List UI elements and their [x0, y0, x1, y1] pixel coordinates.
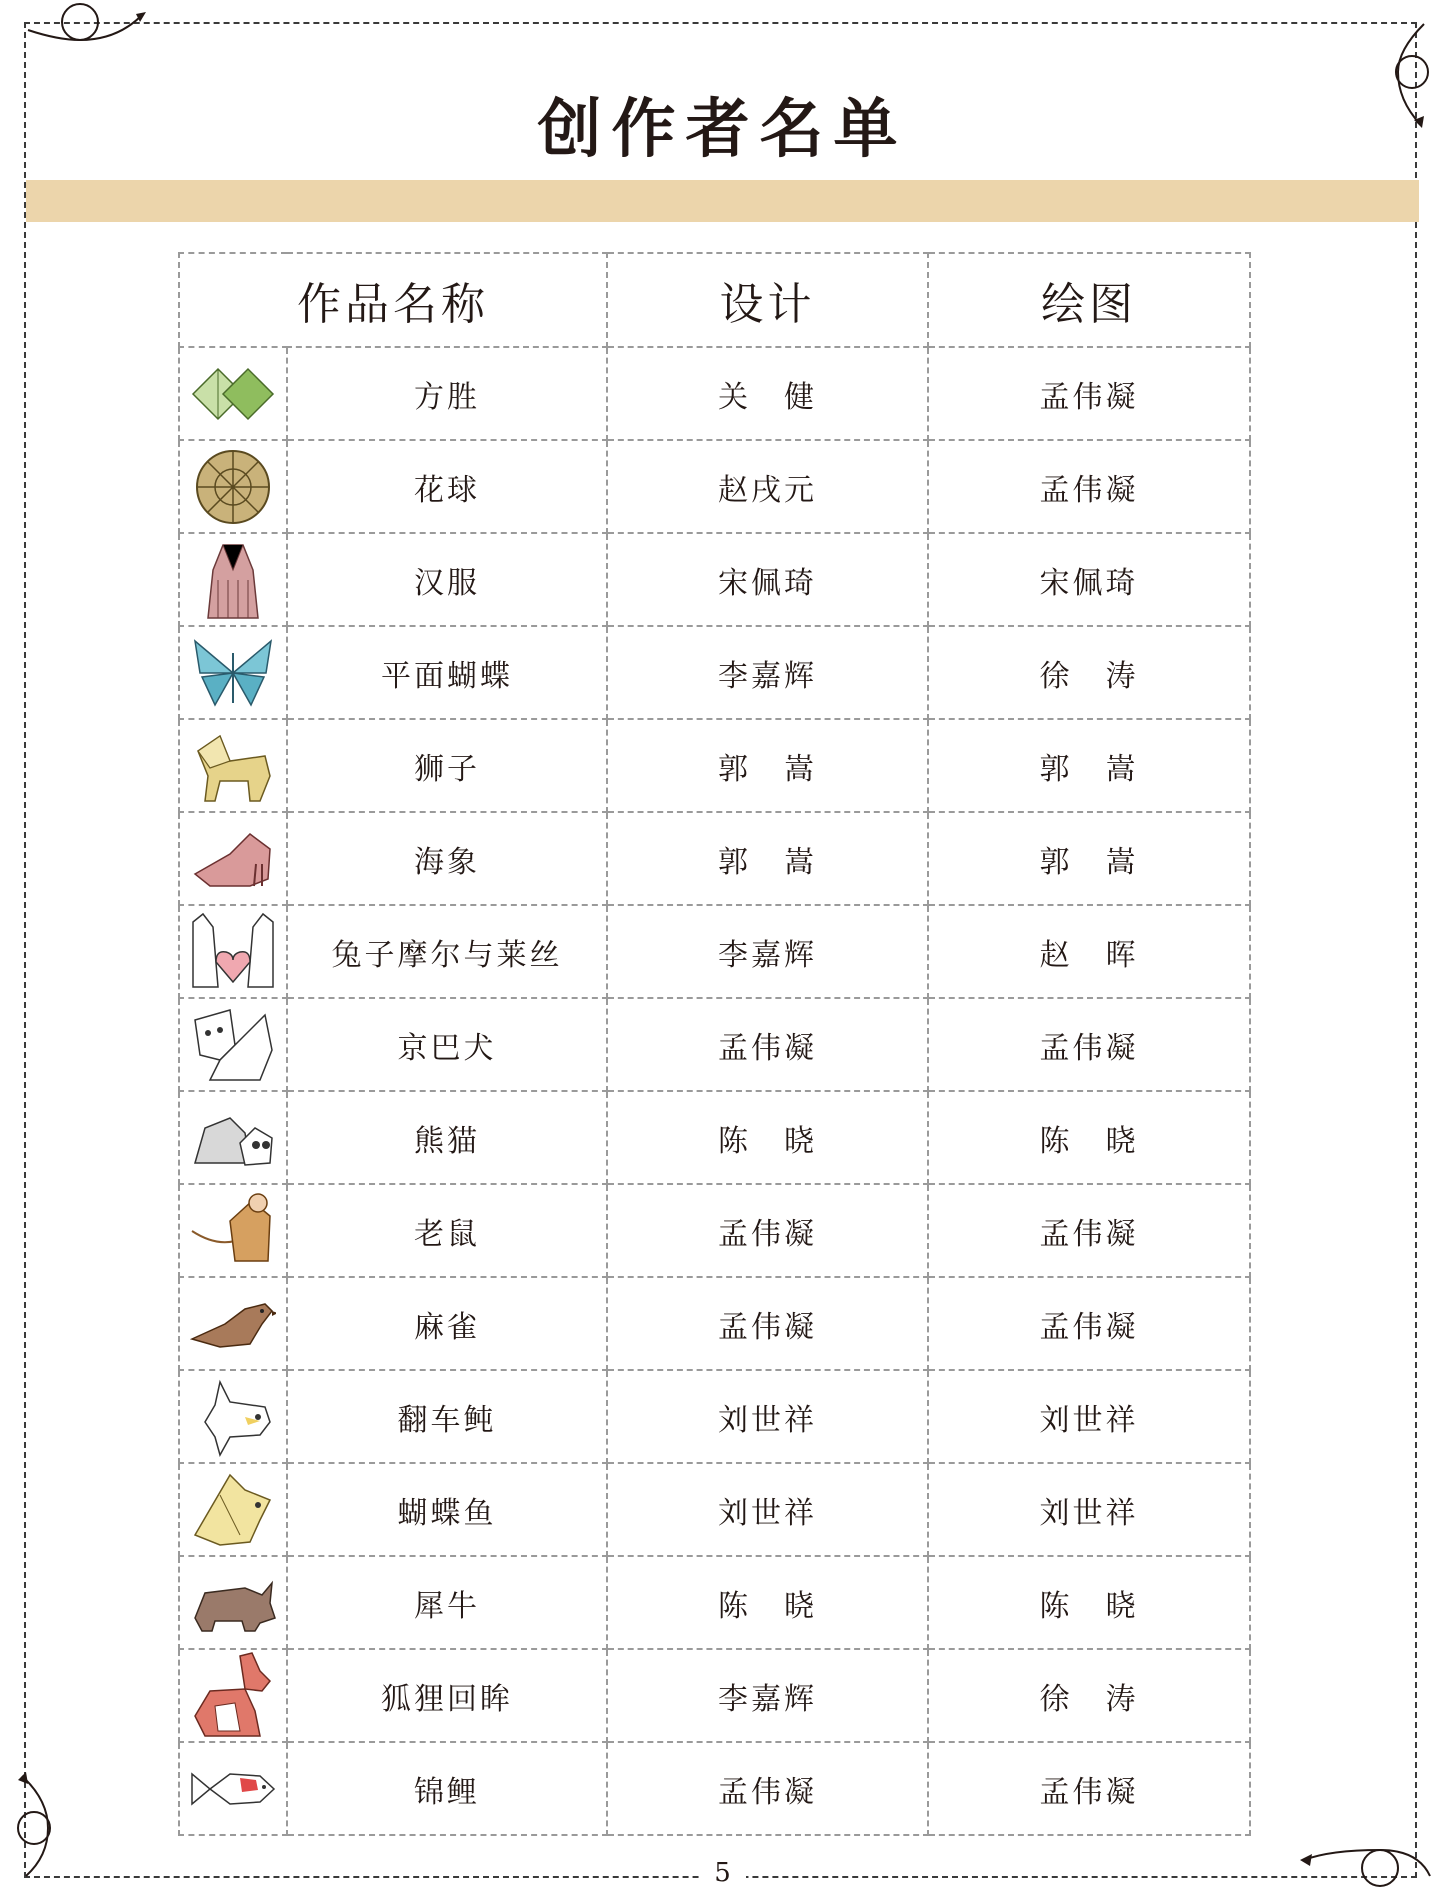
table-row [179, 1742, 1250, 1835]
table-row [179, 998, 1250, 1091]
designer: 刘世祥 [607, 1370, 928, 1463]
work-name: 犀牛 [287, 1556, 607, 1649]
butterflyfish-icon [179, 1463, 287, 1556]
creator-table [178, 252, 1251, 1836]
page-title: 创作者名单 [537, 93, 908, 167]
designer: 郭 嵩 [607, 812, 928, 905]
designer: 郭 嵩 [607, 719, 928, 812]
work-name: 兔子摩尔与莱丝 [287, 905, 607, 998]
table-row [179, 347, 1250, 440]
table-row [179, 1091, 1250, 1184]
lion-icon [179, 719, 287, 812]
illustrator: 郭 嵩 [928, 719, 1250, 812]
illustrator: 陈 晓 [928, 1556, 1250, 1649]
flower-ball-icon [179, 440, 287, 533]
sunfish-icon [179, 1370, 287, 1463]
table-header-row [179, 253, 1250, 347]
butterfly-icon [179, 626, 287, 719]
designer: 孟伟凝 [607, 1277, 928, 1370]
designer: 陈 晓 [607, 1091, 928, 1184]
table-row [179, 1556, 1250, 1649]
mouse-icon [179, 1184, 287, 1277]
illustrator: 孟伟凝 [928, 347, 1250, 440]
illustrator: 赵 晖 [928, 905, 1250, 998]
designer: 李嘉辉 [607, 905, 928, 998]
work-name: 方胜 [287, 347, 607, 440]
table-row [179, 812, 1250, 905]
table-row [179, 905, 1250, 998]
table-row [179, 440, 1250, 533]
table-row [179, 626, 1250, 719]
table-row [179, 1370, 1250, 1463]
designer: 陈 晓 [607, 1556, 928, 1649]
walrus-icon [179, 812, 287, 905]
illustrator: 刘世祥 [928, 1370, 1250, 1463]
work-name: 海象 [287, 812, 607, 905]
work-name: 京巴犬 [287, 998, 607, 1091]
table-row [179, 1277, 1250, 1370]
square-fold-icon [179, 347, 287, 440]
designer: 李嘉辉 [607, 1649, 928, 1742]
table-row [179, 719, 1250, 812]
table-row [179, 533, 1250, 626]
work-name: 花球 [287, 440, 607, 533]
work-name: 平面蝴蝶 [287, 626, 607, 719]
panda-icon [179, 1091, 287, 1184]
header-design: 设计 [607, 253, 928, 347]
title-band [26, 180, 1419, 222]
koi-icon [179, 1742, 287, 1835]
header-work-name: 作品名称 [179, 253, 607, 347]
page-number: 5 [714, 1858, 731, 1888]
fox-icon [179, 1649, 287, 1742]
designer: 孟伟凝 [607, 1184, 928, 1277]
pekingese-icon [179, 998, 287, 1091]
table-row [179, 1463, 1250, 1556]
work-name: 老鼠 [287, 1184, 607, 1277]
work-name: 翻车鲀 [287, 1370, 607, 1463]
illustrator: 孟伟凝 [928, 1184, 1250, 1277]
illustrator: 郭 嵩 [928, 812, 1250, 905]
work-name: 熊猫 [287, 1091, 607, 1184]
work-name: 狮子 [287, 719, 607, 812]
table-row [179, 1649, 1250, 1742]
designer: 关 健 [607, 347, 928, 440]
illustrator: 宋佩琦 [928, 533, 1250, 626]
designer: 宋佩琦 [607, 533, 928, 626]
designer: 李嘉辉 [607, 626, 928, 719]
work-name: 蝴蝶鱼 [287, 1463, 607, 1556]
work-name: 麻雀 [287, 1277, 607, 1370]
designer: 孟伟凝 [607, 998, 928, 1091]
work-name: 狐狸回眸 [287, 1649, 607, 1742]
illustrator: 刘世祥 [928, 1463, 1250, 1556]
rhino-icon [179, 1556, 287, 1649]
rabbits-heart-icon [179, 905, 287, 998]
illustrator: 孟伟凝 [928, 440, 1250, 533]
illustrator: 陈 晓 [928, 1091, 1250, 1184]
work-name: 锦鲤 [287, 1742, 607, 1835]
illustrator: 孟伟凝 [928, 998, 1250, 1091]
sparrow-icon [179, 1277, 287, 1370]
work-name: 汉服 [287, 533, 607, 626]
illustrator: 孟伟凝 [928, 1277, 1250, 1370]
corner-swirl-top-left-icon [18, 0, 148, 50]
designer: 孟伟凝 [607, 1742, 928, 1835]
illustrator: 徐 涛 [928, 626, 1250, 719]
designer: 刘世祥 [607, 1463, 928, 1556]
designer: 赵戌元 [607, 440, 928, 533]
table-row [179, 1184, 1250, 1277]
illustrator: 徐 涛 [928, 1649, 1250, 1742]
illustrator: 孟伟凝 [928, 1742, 1250, 1835]
header-draw: 绘图 [928, 253, 1250, 347]
hanfu-icon [179, 533, 287, 626]
